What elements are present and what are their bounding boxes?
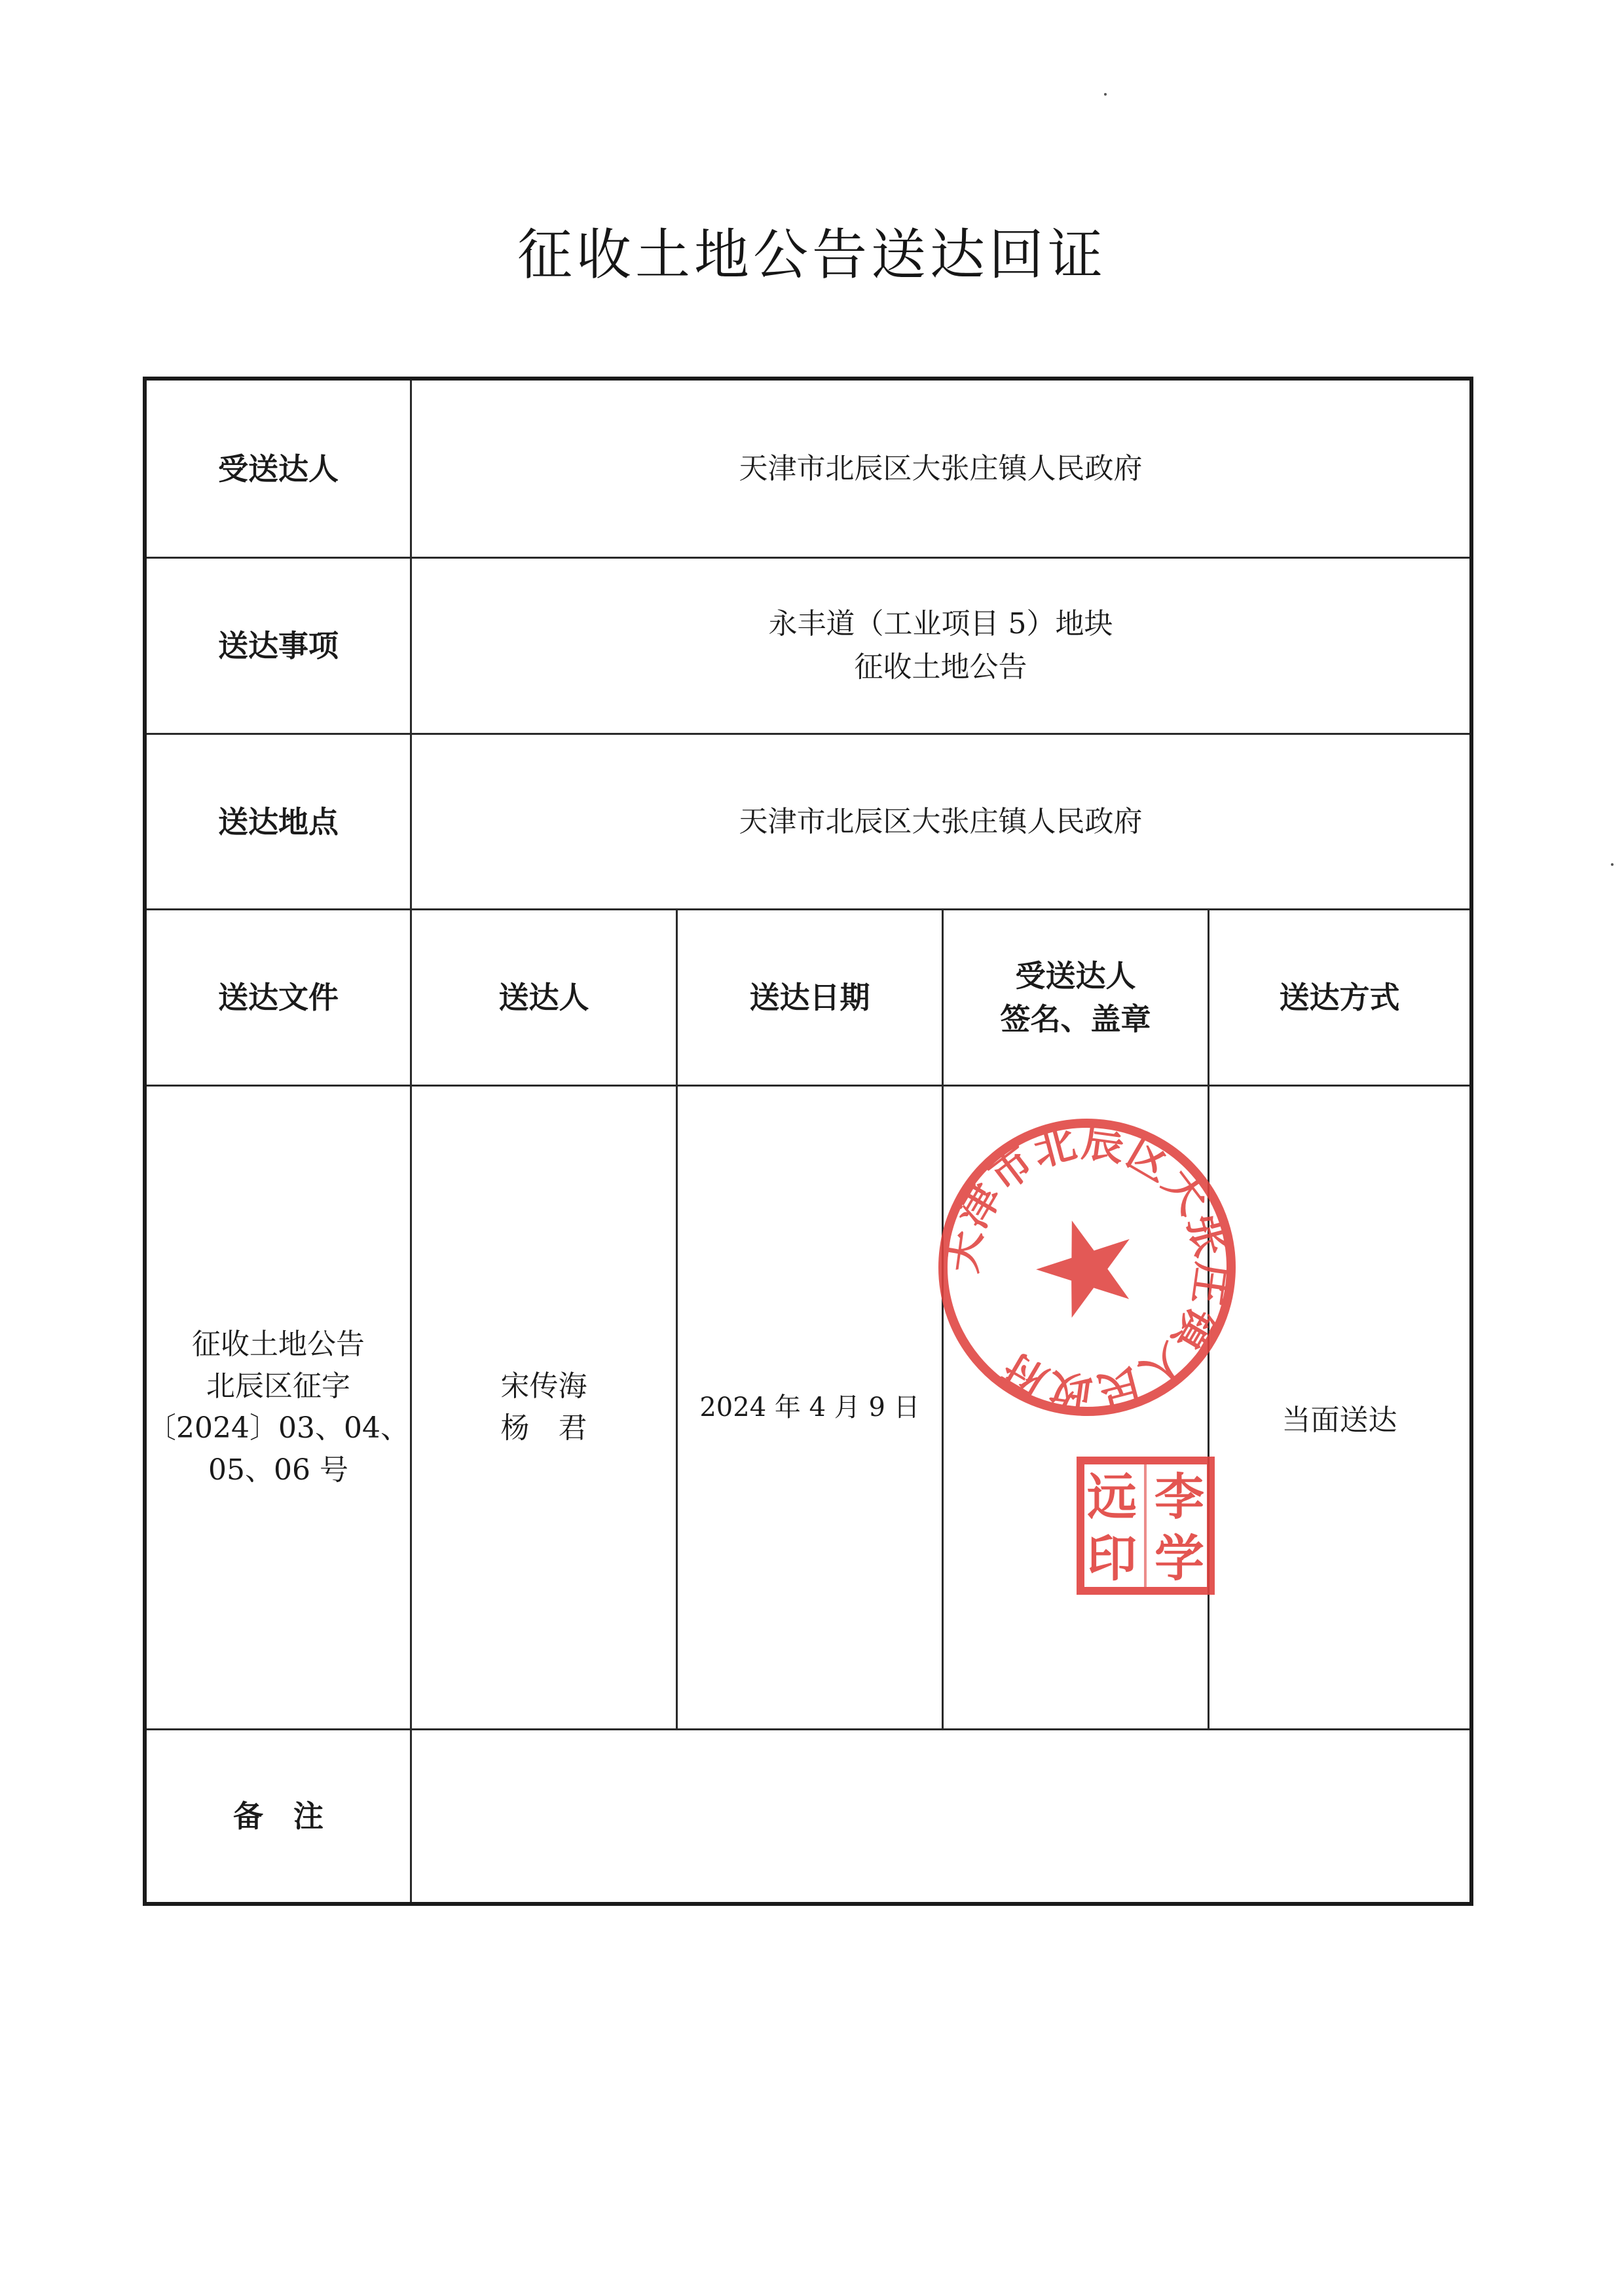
star-icon [1025,1205,1147,1323]
receipt-table [143,377,1473,1906]
document-title: 征收土地公告送达回证 [517,223,1107,287]
place-label: 送达地点 [218,804,339,840]
matter-label: 送达事项 [218,628,339,663]
svg-text:印: 印 [1087,1529,1137,1588]
scan-speck [1611,863,1614,866]
entry-server: 宋传海 杨 君 [500,1369,587,1445]
recipient-label: 受送达人 [218,451,339,487]
svg-text:李: 李 [1154,1468,1204,1526]
entry-method: 当面送达 [1282,1404,1397,1437]
column-header-server: 送达人 [498,980,589,1015]
personal-seal-square [1075,1455,1216,1596]
recipient-value: 天津市北辰区大张庄镇人民政府 [739,451,1143,485]
official-seal-round [933,1113,1241,1421]
entry-date: 2024 年 4 月 9 日 [699,1392,920,1423]
remarks-value [412,1730,1469,1902]
column-header-method: 送达方式 [1279,980,1400,1015]
matter-value-line1: 永丰道（工业项目 5）地块 [768,607,1113,641]
column-header-signature: 受送达人 签名、盖章 [1000,958,1151,1037]
remarks-label: 备 注 [233,1798,323,1834]
matter-value [412,559,1469,733]
column-header-date: 送达日期 [749,980,870,1015]
svg-text:远: 远 [1087,1468,1137,1526]
seal-round-text: 天津市北辰区大张庄镇人民政府 [937,1117,1237,1417]
place-value: 天津市北辰区大张庄镇人民政府 [739,804,1143,838]
scan-speck [1104,93,1107,96]
entry-document: 征收土地公告 北辰区征字 〔2024〕03、04、 05、06 号 [147,1328,409,1487]
matter-value-line2: 征收土地公告 [854,650,1027,684]
column-header-document: 送达文件 [218,980,339,1015]
svg-text:学: 学 [1154,1529,1204,1588]
